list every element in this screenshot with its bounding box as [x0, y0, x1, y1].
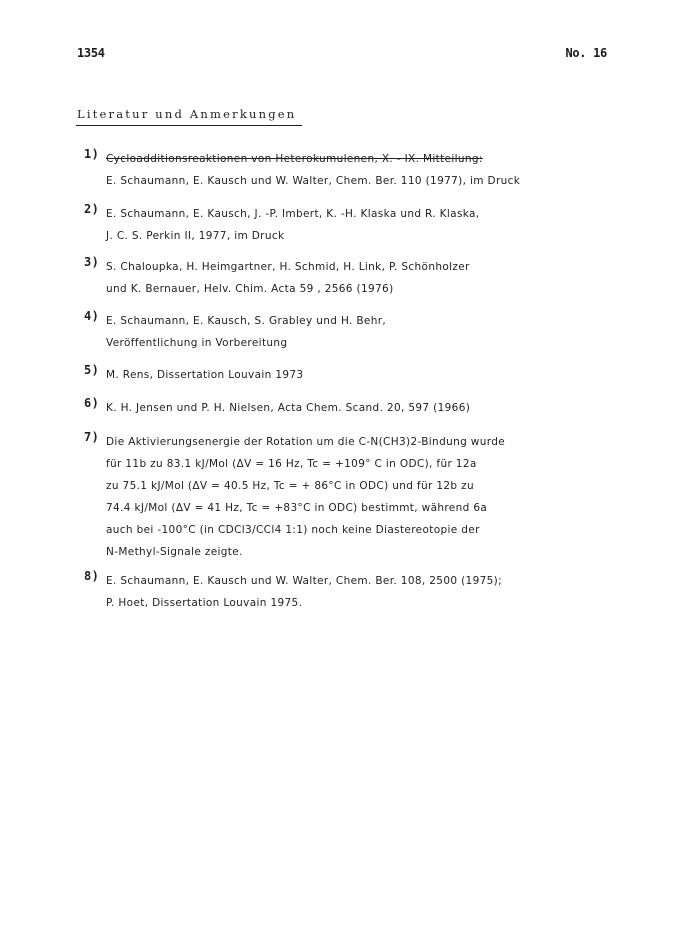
footnote-line: und K. Bernauer, Helv. Chim. Acta 59 , 2566 (1976)	[106, 283, 394, 295]
footnote-line: P. Hoet, Dissertation Louvain 1975.	[106, 597, 303, 609]
footnote-number: 7)	[84, 430, 100, 444]
issue-number: No. 16	[565, 46, 607, 60]
footnote-line: N-Methyl-Signale zeigte.	[106, 546, 243, 558]
footnote-number: 5)	[84, 363, 100, 377]
footnote-line: Veröffentlichung in Vorbereitung	[106, 337, 288, 349]
footnote-line: M. Rens, Dissertation Louvain 1973	[106, 369, 304, 381]
footnote-line: auch bei -100°C (in CDCl3/CCl4 1:1) noch keine Diastereotopie der	[106, 524, 480, 536]
footnote-line: S. Chaloupka, H. Heimgartner, H. Schmid, H. Link, P. Schönholzer	[106, 261, 470, 273]
footnote-line: E. Schaumann, E. Kausch, J. -P. Imbert, K. -H. Klaska und R. Klaska,	[106, 208, 480, 220]
footnote-line: J. C. S. Perkin II, 1977, im Druck	[106, 230, 285, 242]
footnote-line: für 11b zu 83.1 kJ/Mol (ΔV = 16 Hz, Tc = +109° C in ODC), für 12a	[106, 458, 477, 470]
footnote-line: 74.4 kJ/Mol (ΔV = 41 Hz, Tc = +83°C in ODC) bestimmt, während 6a	[106, 502, 488, 514]
footnote-line: E. Schaumann, E. Kausch und W. Walter, Chem. Ber. 110 (1977), im Druck	[106, 175, 521, 187]
footnote-number: 2)	[84, 202, 100, 216]
footnote-number: 8)	[84, 569, 100, 583]
section-title: Literatur und Anmerkungen	[77, 107, 297, 121]
footnote-line: Die Aktivierungsenergie der Rotation um die C-N(CH3)2-Bindung wurde	[106, 436, 506, 448]
footnote-line: zu 75.1 kJ/Mol (ΔV = 40.5 Hz, Tc = + 86°C in ODC) und für 12b zu	[106, 480, 474, 492]
footnote-line: K. H. Jensen und P. H. Nielsen, Acta Chem. Scand. 20, 597 (1966)	[106, 402, 471, 414]
section-title-underline	[76, 125, 302, 126]
footnote-line: E. Schaumann, E. Kausch, S. Grabley und H. Behr,	[106, 315, 387, 327]
footnote-number: 6)	[84, 396, 100, 410]
footnote-number: 3)	[84, 255, 100, 269]
footnote-line: Cycloadditionsreaktionen von Heterokumulenen, X. - IX. Mitteilung:	[106, 153, 483, 165]
footnote-line: E. Schaumann, E. Kausch und W. Walter, Chem. Ber. 108, 2500 (1975);	[106, 575, 502, 587]
page-number: 1354	[77, 46, 105, 60]
footnote-number: 1)	[84, 147, 100, 161]
footnote-number: 4)	[84, 309, 100, 323]
